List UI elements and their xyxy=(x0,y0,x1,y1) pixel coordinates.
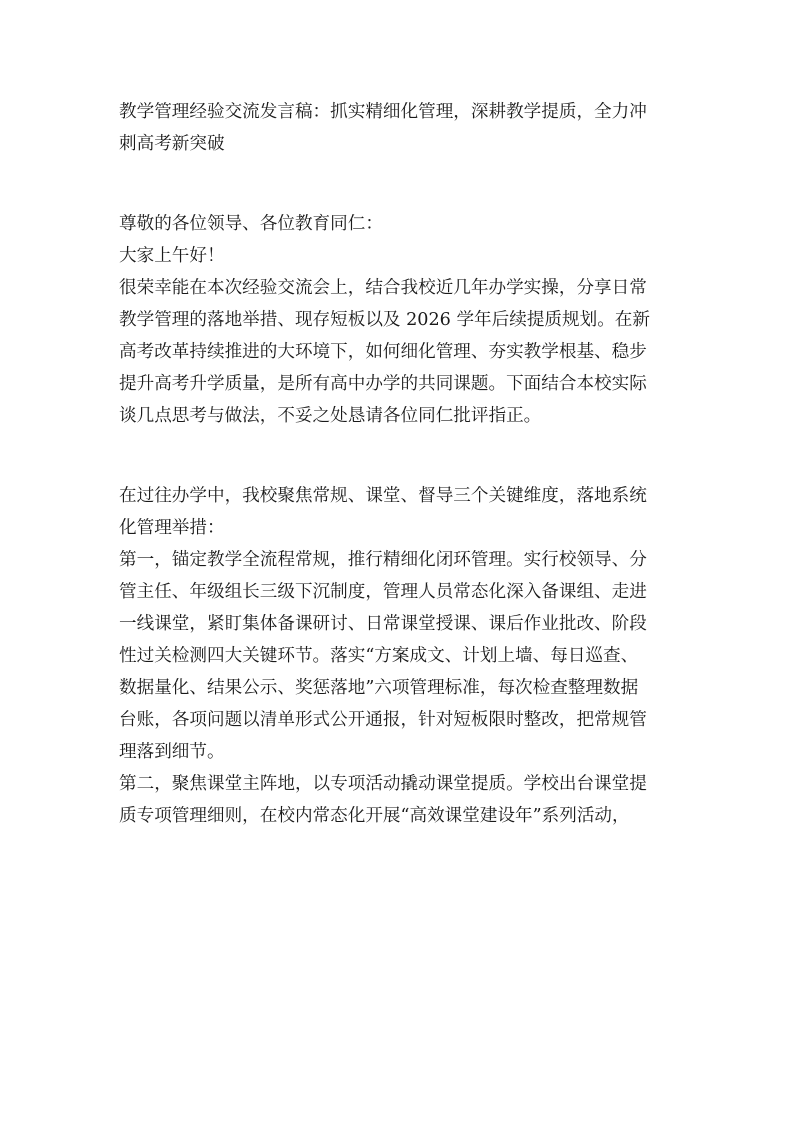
point-one-line: 理落到细节。 xyxy=(119,742,225,762)
spacer xyxy=(119,432,685,480)
title-line-2: 刺高考新突破 xyxy=(119,134,225,154)
point-one-line: 第一，锚定教学全流程常规，推行精细化闭环管理。实行校领导、分 xyxy=(119,550,647,570)
point-two-paragraph xyxy=(119,768,685,832)
document-page xyxy=(119,96,685,832)
point-one-line: 性过关检测四大关键环节。落实“方案成文、计划上墙、每日巡查、 xyxy=(119,646,639,666)
title-line-1: 教学管理经验交流发言稿：抓实精细化管理，深耕教学提质，全力冲 xyxy=(119,102,647,122)
section-intro-line: 在过往办学中，我校聚焦常规、课堂、督导三个关键维度，落地系统 xyxy=(119,486,647,506)
section-intro-line: 化管理举措： xyxy=(119,518,225,538)
point-one-paragraph xyxy=(119,544,685,768)
section-intro-paragraph xyxy=(119,480,685,544)
point-one-line: 管主任、年级组长三级下沉制度，管理人员常态化深入备课组、走进 xyxy=(119,582,647,602)
spacer xyxy=(119,160,685,208)
intro-paragraph xyxy=(119,272,685,432)
document-title xyxy=(119,96,685,160)
intro-line: 高考改革持续推进的大环境下，如何细化管理、夯实教学根基、稳步 xyxy=(119,342,647,362)
intro-line: 很荣幸能在本次经验交流会上，结合我校近几年办学实操，分享日常 xyxy=(119,278,647,298)
point-two-line: 第二，聚焦课堂主阵地，以专项活动撬动课堂提质。学校出台课堂提 xyxy=(119,774,647,794)
intro-line: 教学管理的落地举措、现存短板以及 2026 学年后续提质规划。在新 xyxy=(119,310,650,330)
point-one-line: 台账，各项问题以清单形式公开通报，针对短板限时整改，把常规管 xyxy=(119,710,647,730)
hello: 大家上午好！ xyxy=(119,246,225,266)
greeting: 尊敬的各位领导、各位教育同仁： xyxy=(119,214,383,234)
point-one-line: 数据量化、结果公示、奖惩落地”六项管理标准，每次检查整理数据 xyxy=(119,678,639,698)
intro-line: 提升高考升学质量，是所有高中办学的共同课题。下面结合本校实际 xyxy=(119,374,647,394)
intro-line: 谈几点思考与做法，不妥之处恳请各位同仁批评指正。 xyxy=(119,406,542,426)
point-one-line: 一线课堂，紧盯集体备课研讨、日常课堂授课、课后作业批改、阶段 xyxy=(119,614,647,634)
point-two-line: 质专项管理细则，在校内常态化开展“高效课堂建设年”系列活动， xyxy=(119,806,630,826)
